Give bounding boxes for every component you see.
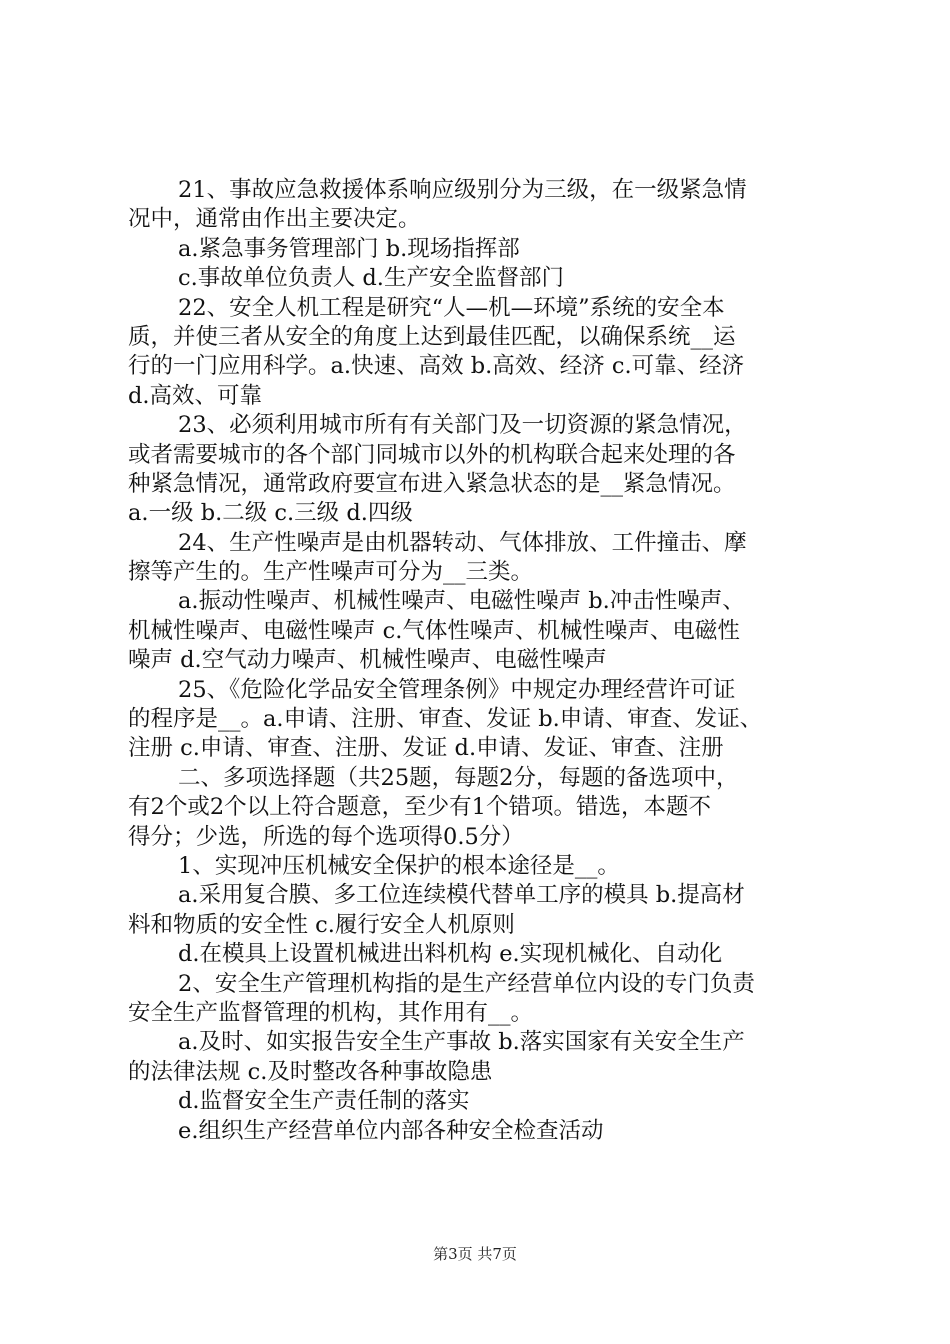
text-line: a.采用复合膜、多工位连续模代替单工序的模具 b.提高材	[178, 882, 745, 909]
text-line: 行的一门应用科学。a.快速、高效 b.高效、经济 c.可靠、经济	[128, 353, 745, 380]
text-line: d.在模具上设置机械进出料机构 e.实现机械化、自动化	[178, 941, 723, 968]
text-line: 料和物质的安全性 c.履行安全人机原则	[128, 911, 515, 938]
document-body	[128, 176, 836, 1146]
text-line: e.组织生产经营单位内部各种安全检查活动	[178, 1117, 604, 1144]
text-line: 或者需要城市的各个部门同城市以外的机构联合起来处理的各	[128, 441, 736, 468]
text-line: 质，并使三者从安全的角度上达到最佳匹配，以确保系统__运	[128, 323, 736, 350]
text-line: 机械性噪声、电磁性噪声 c.气体性噪声、机械性噪声、电磁性	[128, 617, 740, 644]
text-line: 24、生产性噪声是由机器转动、气体排放、工件撞击、摩	[178, 529, 747, 556]
text-line: 的法律法规 c.及时整改各种事故隐患	[128, 1058, 493, 1085]
text-line: 种紧急情况，通常政府要宣布进入紧急状态的是__紧急情况。	[128, 470, 736, 497]
text-line: 23、必须利用城市所有有关部门及一切资源的紧急情况，	[178, 412, 747, 439]
text-line: 2、安全生产管理机构指的是生产经营单位内设的专门负责	[178, 970, 755, 997]
text-line: 安全生产监督管理的机构，其作用有__。	[128, 999, 534, 1026]
text-line: 擦等产生的。生产性噪声可分为__三类。	[128, 559, 534, 586]
text-line: 况中，通常由作出主要决定。	[128, 206, 421, 233]
text-line: 的程序是__。a.申请、注册、审查、发证 b.申请、审查、发证、	[128, 706, 763, 733]
page-number-footer: 第3页 共7页	[433, 1245, 517, 1263]
text-line: a.一级 b.二级 c.三级 d.四级	[128, 500, 413, 527]
text-line: a.紧急事务管理部门 b.现场指挥部	[178, 235, 520, 262]
text-line: d.高效、可靠	[128, 382, 263, 409]
text-line: 25、《危险化学品安全管理条例》中规定办理经营许可证	[178, 676, 736, 703]
text-line: c.事故单位负责人 d.生产安全监督部门	[178, 265, 564, 292]
text-line: 22、安全人机工程是研究“人—机—环境”系统的安全本	[178, 294, 725, 321]
text-line: a.振动性噪声、机械性噪声、电磁性噪声 b.冲击性噪声、	[178, 588, 745, 615]
text-line: 注册 c.申请、审查、注册、发证 d.申请、发证、审查、注册	[128, 735, 724, 762]
text-line: 21、事故应急救援体系响应级别分为三级，在一级紧急情	[178, 177, 747, 203]
text-line: 噪声 d.空气动力噪声、机械性噪声、电磁性噪声	[128, 647, 607, 674]
text-line: 有2个或2个以上符合题意，至少有1个错项。错选，本题不	[128, 794, 711, 821]
text-line: a.及时、如实报告安全生产事故 b.落实国家有关安全生产	[178, 1029, 745, 1056]
text-line: d.监督安全生产责任制的落实	[178, 1088, 470, 1115]
text-line: 得分；少选，所选的每个选项得0.5分）	[128, 823, 524, 850]
text-line: 二、多项选择题（共25题，每题2分，每题的备选项中，	[178, 764, 739, 791]
text-line: 1、实现冲压机械安全保护的根本途径是__。	[178, 852, 620, 879]
